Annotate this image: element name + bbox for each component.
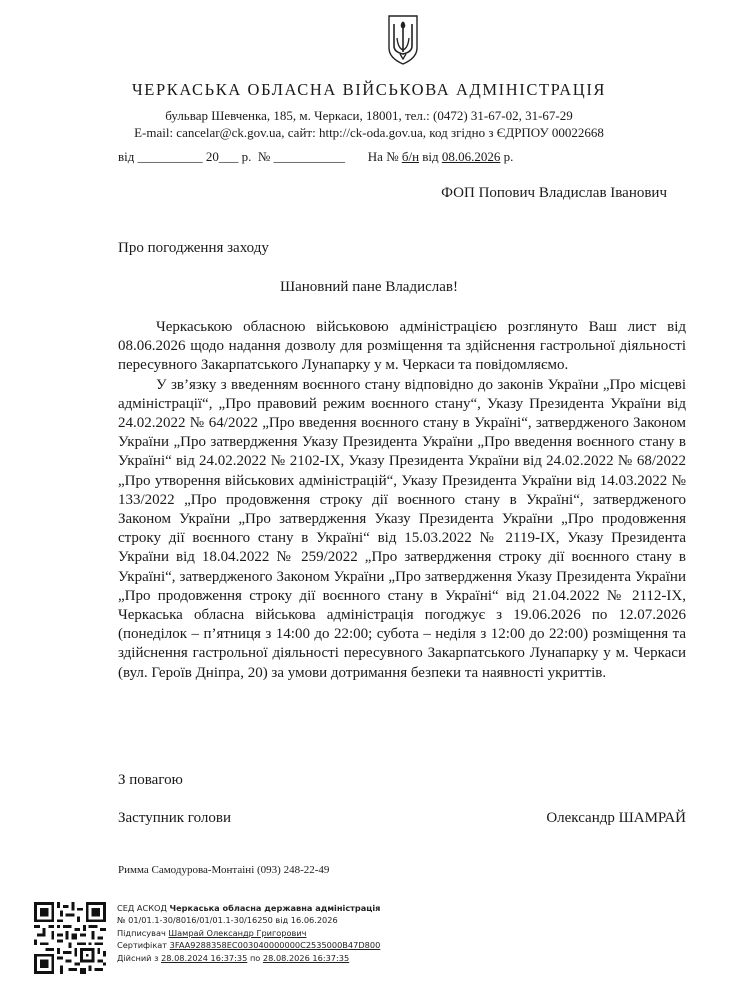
body-paragraph-2: У зв’язку з введенням воєнного стану відповідно до законів України „Про місцеві адміністрації“, „Про правовий режим воєнного стану“, Указу Президента України від 24.02.2022 № 64/2022 „Про введення воєнного стану в Україні“, затвердженого Законом України „Про затвердження Указу Президента України „Про введення воєнного стану в Україні“ від 24.02.2022 № 2102-IX, Указу Президента України від 24.02.2022 № 68/2022 „Про утворення військових адміністрацій“, Указу Президента України від 14.03.2022 № 133/2022 „Про продовження строку дії воєнного стану в Україні“, затвердженого Законом України „Про затвердження Указу Президента України „Про продовження строку дії воєнного стану в Україні“ від 15.03.2022 № 2119-IX, Указу Президента України від 18.04.2022 № 259/2022 „Про затвердження строку дії воєнного стану в Україні“, затвердженого Законом України „Про затвердження Указу Президента України „Про продовження строку дії воєнного стану в Україні“ від 21.04.2022 № 2112-IX, Черкаська обласна військова адміністрація погоджує з 19.06.2026 по 12.07.2026 (понеділок – п’ятниця з 14:00 до 22:00; субота – неділя з 12:00 до 22:00) розміщення та здійснення гастрольної діяльності пересувного Закарпатського Лунапарку у м. Черкаси (вул. Героїв Дніпра, 20) за умови дотримання безпеки та наявності укриттів. <box>118 376 686 681</box>
sed-valid-line <box>117 952 380 964</box>
sed-reg-number: № 01/01.1-30/8016/01/01.1-30/16250 від 16.06.2026 <box>117 915 338 926</box>
from-label: від <box>118 149 135 164</box>
organization-name: ЧЕРКАСЬКА ОБЛАСНА ВІЙСЬКОВА АДМІНІСТРАЦІЯ <box>131 80 607 99</box>
year-prefix: 20 <box>205 149 219 164</box>
reply-date: 08.06.2026 <box>441 149 501 164</box>
sed-system-line <box>117 902 380 914</box>
signer-position: Заступник голови <box>118 810 231 826</box>
closing: З повагою <box>118 772 183 788</box>
sed-cert-line <box>117 939 380 951</box>
greeting: Шановний пане Владислав! <box>279 279 459 295</box>
executor-contact: Римма Самодурова-Монтаіні (093) 248-22-49 <box>118 864 330 876</box>
sed-system-prefix: СЕД АСКОД <box>117 903 167 913</box>
sed-signer-name: Шамрай Олександр Григорович <box>168 927 307 938</box>
sed-valid-to: 28.08.2026 16:37:35 <box>262 952 350 963</box>
sed-signer-line <box>117 927 380 939</box>
date-blank: __________ <box>137 149 203 164</box>
year-blank: ___ <box>218 149 239 164</box>
subject: Про погодження заходу <box>118 240 269 256</box>
sed-signer-label: Підписувач <box>117 927 166 938</box>
contacts-line: E-mail: cancelar@ck.gov.ua, сайт: http://ck-oda.gov.ua, код згідно з ЄДРПОУ 00022668 <box>134 125 604 140</box>
body-paragraph-1: Черкаською обласною військовою адміністрацією розглянуто Ваш лист від 08.06.2026 щодо надання дозволу для розміщення та здійснення гастрольної діяльності пересувного Закарпатського Лунапарку у м. Черкаси та повідомляємо. <box>118 319 686 374</box>
reply-suffix: р. <box>503 149 514 164</box>
sed-valid-from: 28.08.2024 16:37:35 <box>161 952 248 963</box>
reply-date-label: від <box>422 149 439 164</box>
reference-line <box>118 149 678 165</box>
trident-emblem-icon <box>386 14 420 66</box>
year-suffix: р. <box>241 149 252 164</box>
sed-valid-label: Дійсний з <box>117 952 159 963</box>
sed-system-org: Черкаська обласна державна адміністрація <box>169 903 381 913</box>
number-blank: ___________ <box>273 149 346 164</box>
address-line: бульвар Шевченка, 185, м. Черкаси, 18001, тел.: (0472) 31-67-02, 31-67-29 <box>165 108 573 123</box>
reply-number: б/н <box>401 149 420 164</box>
signer-name: Олександр ШАМРАЙ <box>546 810 686 826</box>
sed-valid-to-label: по <box>249 952 261 963</box>
sed-cert-label: Сертифікат <box>117 940 168 951</box>
reply-prefix: На № <box>367 149 399 164</box>
sed-cert-value: 3FAA9288358EC003040000000C2535000B47D800 <box>169 940 381 951</box>
recipient: ФОП Попович Владислав Іванович <box>441 185 667 201</box>
number-label: № <box>257 149 271 164</box>
letter-body <box>118 318 686 683</box>
qr-code-icon <box>34 902 106 974</box>
electronic-signature-stamp <box>117 902 380 964</box>
